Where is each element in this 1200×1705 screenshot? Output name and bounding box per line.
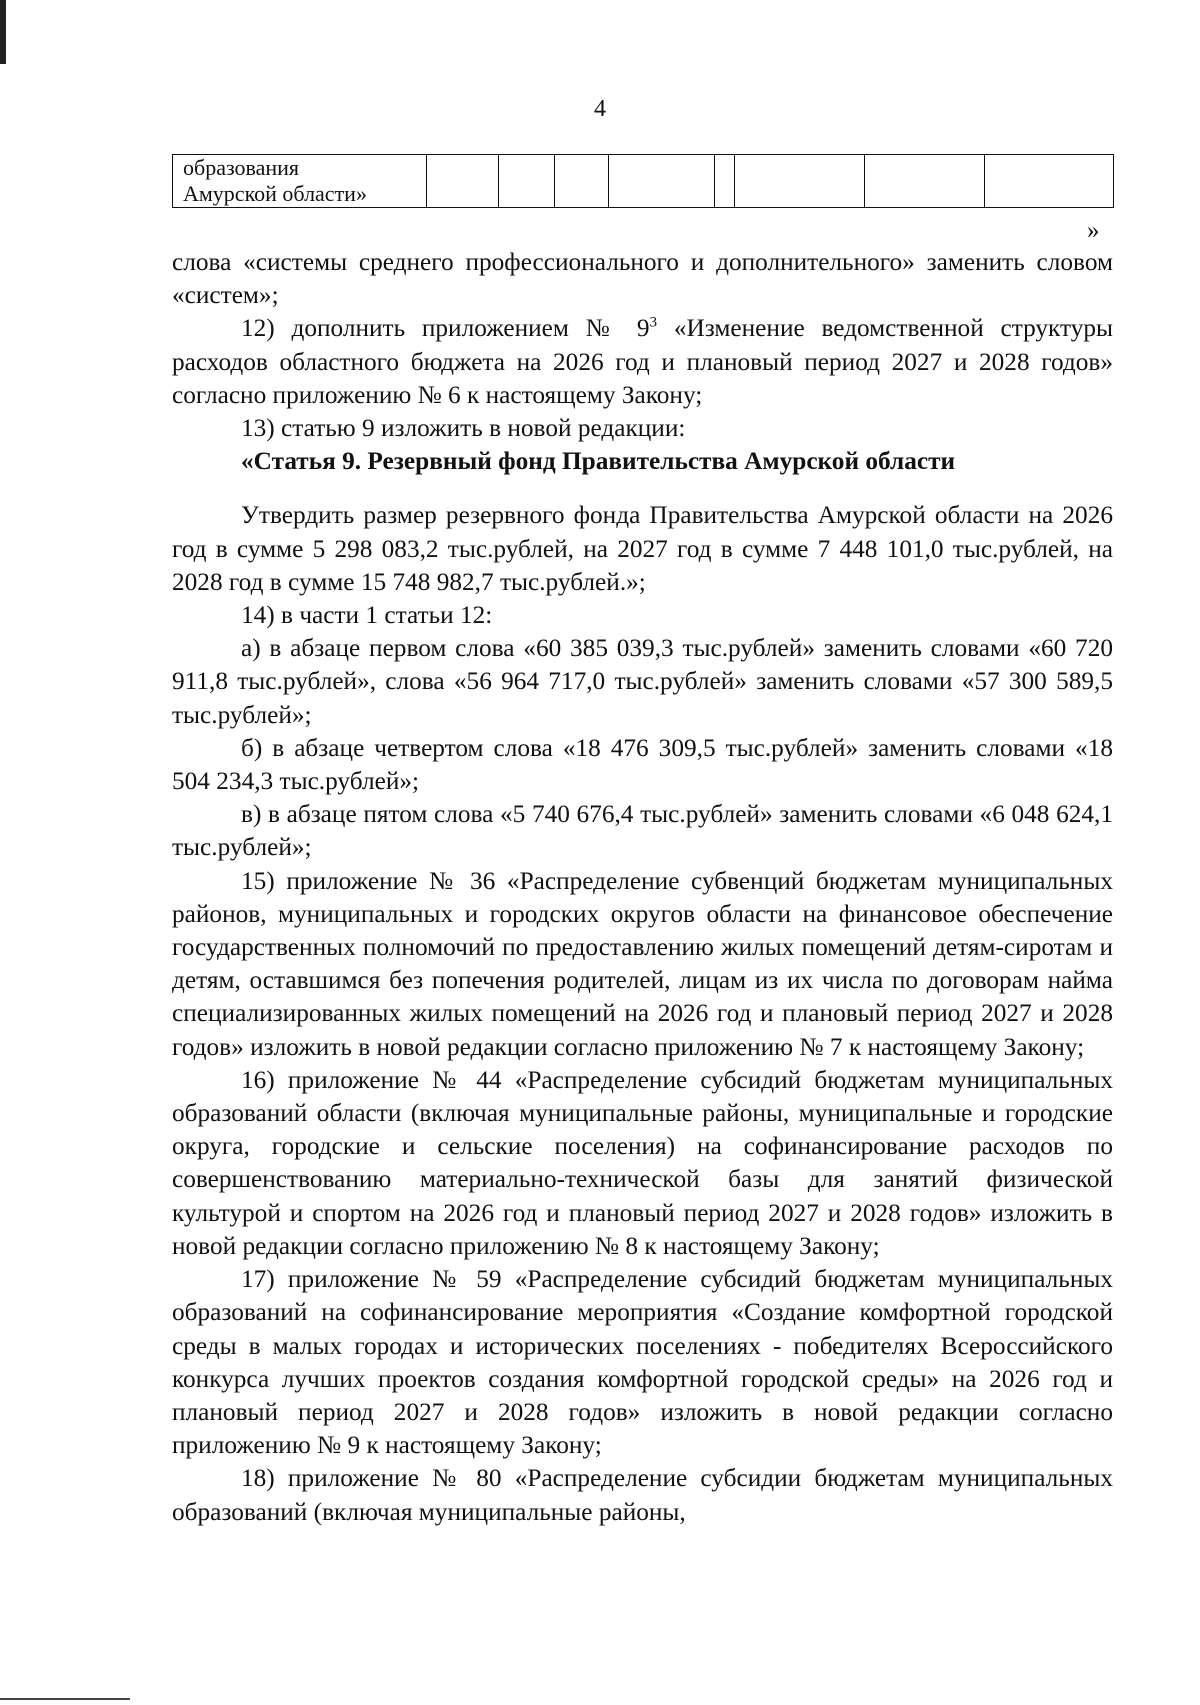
paragraph-item-13: 13) статью 9 изложить в новой редакции: [241, 414, 686, 443]
closing-quote: » [1087, 217, 1100, 244]
paragraph-item-14a: а) в абзаце первом слова «60 385 039,3 тыс.рублей» заменить словами «60 720 911,8 тыс.рублей», слова «56 964 717,0 тыс.рублей» заменить словами «57 300 589,5 тыс.рублей»; [172, 634, 1113, 729]
paragraph-item-12 [172, 312, 1113, 412]
paragraph-reserve-fund: Утвердить размер резервного фонда Правительства Амурской области на 2026 год в сумме 5 298 083,2 тыс.рублей, на 2027 год в сумме 7 448 101,0 тыс.рублей, на 2028 год в сумме 15 748 982,7 тыс.рублей.»; [172, 501, 1113, 596]
table-cell [735, 155, 865, 208]
table-cell [427, 155, 499, 208]
continued-table-fragment [172, 154, 1114, 208]
paragraph-words-replacement: слова «системы среднего профессионального и дополнительного» заменить словом «систем»; [172, 248, 1113, 310]
table-cell-name: образования Амурской области» [173, 155, 427, 208]
table-cell [985, 155, 1114, 208]
bottom-rule [0, 1698, 130, 1700]
table-cell [499, 155, 555, 208]
item-12-tail: «Изменение ведомственной структуры расходов областного бюджета на 2026 год и плановый период 2027 и 2028 годов» согласно приложению № 6 к настоящему Закону; [172, 314, 1113, 409]
scan-edge-mark [0, 0, 6, 64]
paragraph-item-14v: в) в абзаце пятом слова «5 740 676,4 тыс.рублей» заменить словами «6 048 624,1 тыс.рублей»; [172, 800, 1113, 862]
superscript: 3 [649, 313, 658, 331]
table-cell [865, 155, 985, 208]
paragraph-item-16: 16) приложение № 44 «Распределение субсидий бюджетам муниципальных образований области (включая муниципальные районы, муниципальные и городские округа, городские и сельские поселения) на софинансирование расходов по совершенствованию материально-технической базы для занятий физической культурой и спортом на 2026 год и плановый период 2027 и 2028 годов» изложить в новой редакции согласно приложению № 8 к настоящему Закону; [172, 1065, 1113, 1260]
table-row [173, 155, 1114, 208]
document-body [172, 246, 1113, 1529]
paragraph-item-18: 18) приложение № 80 «Распределение субсидии бюджетам муниципальных образований (включая муниципальные районы, [172, 1464, 1113, 1526]
paragraph-item-14b: б) в абзаце четвертом слова «18 476 309,5 тыс.рублей» заменить словами «18 504 234,3 тыс.рублей»; [172, 733, 1113, 796]
item-12-lead: 12) дополнить приложением № 9 [241, 314, 650, 343]
paragraph-item-14: 14) в части 1 статьи 12: [241, 601, 493, 630]
article-9-heading: «Статья 9. Резервный фонд Правительства Амурской области [241, 447, 956, 476]
page-number: 4 [594, 96, 606, 122]
paragraph-item-15: 15) приложение № 36 «Распределение субвенций бюджетам муниципальных районов, муниципальных и городских округов области на финансовое обеспечение государственных полномочий по предоставлению жилых помещений детям-сиротам и детям, оставшимся без попечения родителей, лицам из их числа по договорам найма специализированных жилых помещений на 2026 год и плановый период 2027 и 2028 годов» изложить в новой редакции согласно приложению № 7 к настоящему Закону; [172, 866, 1113, 1061]
table-cell [555, 155, 609, 208]
table-cell [715, 155, 735, 208]
table-cell [609, 155, 715, 208]
paragraph-item-17: 17) приложение № 59 «Распределение субсидий бюджетам муниципальных образований на софинансирование мероприятия «Создание комфортной городской среды в малых городах и исторических поселениях - победителях Всероссийского конкурса лучших проектов создания комфортной городской среды» на 2026 год и плановый период 2027 и 2028 годов» изложить в новой редакции согласно приложению № 9 к настоящему Закону; [172, 1265, 1113, 1460]
